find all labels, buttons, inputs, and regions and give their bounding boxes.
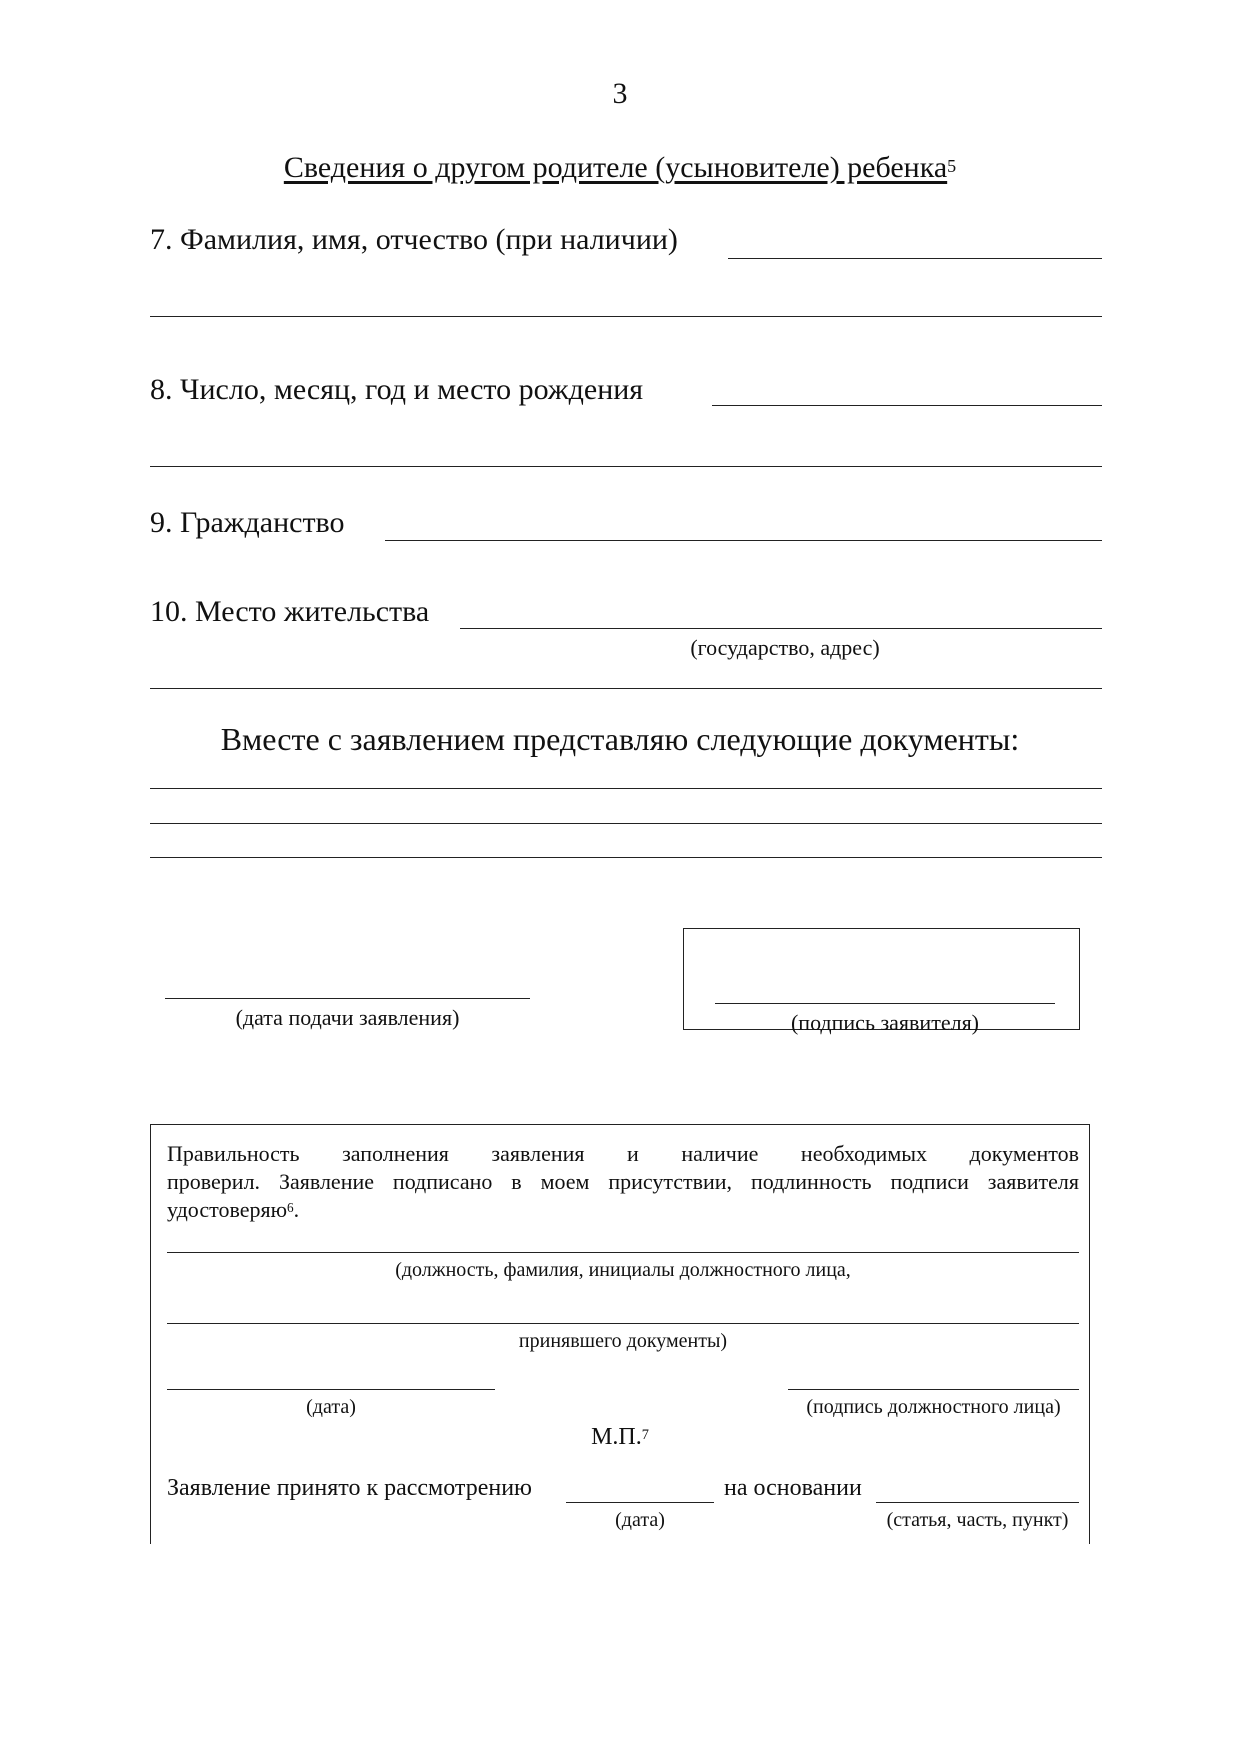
verification-date-hint: (дата) — [306, 1396, 356, 1418]
accepted-date-hint: (дата) — [615, 1509, 665, 1531]
official-name-hint-1: (должность, фамилия, инициалы должностного лица, — [395, 1259, 851, 1281]
field-10-input-line-2[interactable] — [150, 688, 1102, 689]
accepted-date-line[interactable] — [566, 1502, 714, 1503]
section-title-text: Сведения о другом родителе (усыновителе) ребенка — [283, 151, 948, 184]
basis-hint: (статья, часть, пункт) — [886, 1509, 1069, 1531]
field-7-label: 7. Фамилия, имя, отчество (при наличии) — [150, 223, 678, 256]
official-signature-hint: (подпись должностного лица) — [806, 1396, 1061, 1418]
field-8-label: 8. Число, месяц, год и место рождения — [150, 373, 644, 406]
documents-line-2[interactable] — [150, 823, 1102, 824]
basis-line[interactable] — [876, 1502, 1079, 1503]
field-10-hint: (государство, адрес) — [690, 635, 880, 660]
verification-text-end: . — [293, 1197, 300, 1222]
field-9-label: 9. Гражданство — [150, 506, 345, 539]
page-number: 3 — [612, 77, 628, 110]
section-title-footnote: 5 — [947, 156, 957, 176]
field-10-label: 10. Место жительства — [150, 595, 430, 628]
documents-heading: Вместе с заявлением представляю следующие документы: — [220, 721, 1020, 757]
field-9-input-line[interactable] — [385, 540, 1102, 541]
field-8-input-line-2[interactable] — [150, 466, 1102, 467]
verification-footnote: 6 — [287, 1200, 294, 1215]
applicant-signature-line[interactable] — [715, 1003, 1055, 1004]
stamp-text: М.П. — [591, 1424, 642, 1450]
field-7-input-line-2[interactable] — [150, 316, 1102, 317]
verification-date-line[interactable] — [167, 1389, 495, 1390]
verification-text-line-3-main: удостоверяю — [167, 1197, 288, 1222]
stamp-footnote: 7 — [641, 1427, 649, 1443]
field-10-input-line-1[interactable] — [460, 628, 1102, 629]
section-title — [0, 150, 1240, 186]
verification-text-line-3 — [167, 1196, 299, 1224]
official-signature-line[interactable] — [788, 1389, 1079, 1390]
basis-label: на основании — [724, 1475, 862, 1501]
field-8-input-line-1[interactable] — [712, 405, 1102, 406]
official-name-hint-2: принявшего документы) — [518, 1330, 728, 1352]
stamp-place — [520, 1422, 720, 1452]
application-date-hint: (дата подачи заявления) — [235, 1005, 460, 1030]
documents-line-3[interactable] — [150, 857, 1102, 858]
accepted-label: Заявление принято к рассмотрению — [167, 1475, 532, 1501]
applicant-signature-hint: (подпись заявителя) — [790, 1010, 980, 1035]
field-7-input-line-1[interactable] — [728, 258, 1102, 259]
verification-text-line-1: Правильность заполнения заявления и наличие необходимых документов — [167, 1141, 1079, 1166]
documents-line-1[interactable] — [150, 788, 1102, 789]
official-name-line-2[interactable] — [167, 1323, 1079, 1324]
verification-text-line-2: проверил. Заявление подписано в моем присутствии, подлинность подписи заявителя — [167, 1169, 1079, 1194]
application-date-line[interactable] — [165, 998, 530, 999]
official-name-line-1[interactable] — [167, 1252, 1079, 1253]
